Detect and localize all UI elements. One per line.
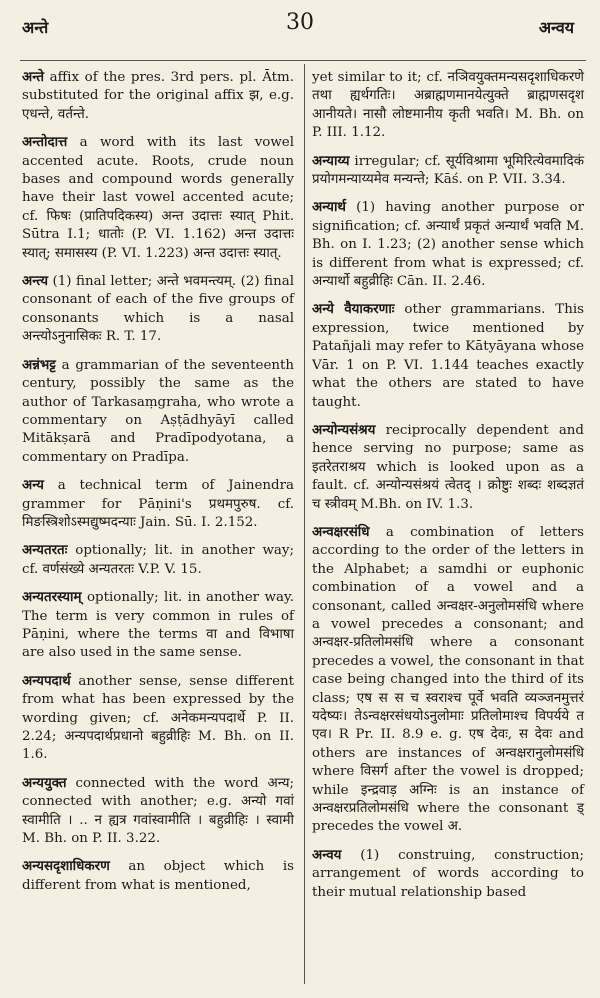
headword: अन्तोदात्त bbox=[22, 134, 68, 151]
headword: अन्वक्षरसंधि bbox=[312, 523, 370, 540]
entry bbox=[312, 300, 584, 411]
definition: (1) construing, construction; arrangement of words according to their mutual relationship based bbox=[312, 847, 584, 900]
headword: अन्वय bbox=[312, 846, 342, 863]
entry bbox=[22, 588, 294, 663]
header-left-guideword: अन्ते bbox=[22, 18, 49, 37]
entry bbox=[312, 198, 584, 291]
definition: a word with its last vowel accented acute. Roots, crude noun bases and compound words generally have their last vowel accented acute; cf. फिषः (प्रातिपदिकस्य) अन्त उदात्तः स्यात् Phit. Sūtra I.1; धातोः (P. VI. 1.162) अन्त उदात्तः स्यात्; समासस्य (P. VI. 1.223) अन्त उदात्तः स्यात्. bbox=[22, 135, 294, 261]
entry bbox=[22, 133, 294, 263]
entry bbox=[22, 774, 294, 849]
headword: अन्ये वैयाकरणाः bbox=[312, 301, 395, 318]
definition: irregular; cf. सूर्यविश्रामा भूमिरित्येवमादिकं प्रयोगमन्याय्यमेव मन्यन्ते; Kāś. on P. VII. 3.34. bbox=[312, 153, 584, 188]
headword: अन्त्य bbox=[22, 273, 49, 290]
headword: अन्ते bbox=[22, 69, 44, 85]
definition: another sense, sense different from what has been expressed by the wording given; cf. अनेकमन्यपदार्थे P. II. 2.24; अन्यपदार्थप्रधानो बहुव्रीहिः M. Bh. on II. 1.6. bbox=[22, 673, 294, 763]
headword: अन्यपदार्थ bbox=[22, 672, 71, 689]
definition: connected with the word अन्य; connected with another; e.g. अन्यो गवां स्वामीति । .. न ह्यत्र गवांस्वामीति । बहुव्रीहिः । स्वामी M. Bh. on P. II. 3.22. bbox=[22, 775, 294, 847]
headword: अन्नंभट्ट bbox=[22, 356, 56, 373]
column-divider bbox=[304, 64, 305, 984]
entry bbox=[22, 541, 294, 579]
definition: a combination of letters according to the order of the letters in the Alphabet; a samdhi or euphonic combination of a vowel and a consonant, called अन्वक्षर-अनुलोमसंधि where a vowel precedes a consonant; and अन्वक्षर-प्रतिलोमसंधि where a consonant precedes a vowel, the consonant in that case being changed into the third of its class; एष स स च स्वराश्च पूर्वे भवति व्यञ्जनमुत्तरं यदेष्यः। तेऽन्वक्षरसंधयोऽनुलोमाः प्रतिलोमाश्च विपर्यये त एव। R Pr. II. 8.9 e. g. एष देवः, स देवः and others are instances of अन्वक्षरानुलोमसंधि where विसर्ग after the vowel is dropped; while इन्द्रवाड़ अग्निः is an instance of अन्वक्षरप्रतिलोमसंधि where the consonant ड् precedes the vowel अ. bbox=[312, 524, 584, 835]
header-right-guideword: अन्वय bbox=[538, 18, 574, 37]
entry bbox=[312, 421, 584, 514]
definition: an object which is different from what is mentioned, bbox=[22, 859, 294, 893]
page-number: 30 bbox=[286, 10, 314, 35]
headword: अन्याय्य bbox=[312, 152, 350, 169]
page-header bbox=[0, 10, 600, 40]
definition: other grammarians. This expression, twice mentioned by Patañjali may refer to Kātyāyana whose Vār. 1 on P. VI. 1.144 teaches exactly what the others are stated to have taught. bbox=[312, 302, 584, 410]
definition: a technical term of Jainendra grammer for Pāṇini's प्रथमपुरुष. cf. मिङस्त्रिशोऽस्मद्युष्मदन्याः Jain. Sū. I. 2.152. bbox=[22, 478, 294, 530]
entry bbox=[22, 476, 294, 532]
entry bbox=[22, 356, 294, 467]
entry bbox=[22, 68, 294, 124]
headword: अन्ययुक्त bbox=[22, 774, 67, 791]
headword: अन्यसदृशाधिकरण bbox=[22, 858, 110, 875]
headword: अन्य bbox=[22, 477, 44, 494]
definition: optionally; lit. in another way. The term is very common in rules of Pāṇini, where the terms वा and विभाषा are also used in the same sense. bbox=[22, 590, 294, 661]
entry bbox=[22, 672, 294, 765]
headword: अन्यार्थ bbox=[312, 199, 346, 216]
entry bbox=[312, 523, 584, 837]
left-column bbox=[22, 68, 294, 904]
headword: अन्यतरस्याम् bbox=[22, 589, 82, 606]
right-column bbox=[312, 68, 584, 911]
header-rule bbox=[20, 60, 586, 61]
entry-continuation bbox=[312, 68, 584, 143]
definition: a grammarian of the seventeenth century, possibly the same as the author of Tarkasaṃgraha, who wrote a commentary on Aṣṭādhyāyī called Mitākṣarā and Pradīpodyotana, a commentary on Pradīpa. bbox=[22, 357, 294, 465]
definition: yet similar to it; cf. नञिवयुक्तमन्यसदृशाधिकरणे तथा ह्यर्थगतिः। अब्राह्मणमानयेत्युक्ते ब्राह्मणसदृश आनीयते। नासौ लोष्टमानीय कृती भवति। M. Bh. on P. III. 1.12. bbox=[312, 70, 584, 141]
entry bbox=[22, 857, 294, 895]
definition: affix of the pres. 3rd pers. pl. Ātm. substituted for the original affix झ, e.g. एधन्ते, वर्तन्ते. bbox=[22, 70, 294, 122]
definition: (1) final letter; अन्ते भवमन्त्यम्. (2) final consonant of each of the five groups of consonants which is a nasal अन्त्योऽनुनासिकः R. T. 17. bbox=[22, 274, 294, 345]
definition: optionally; lit. in another way; cf. वर्णसंख्ये अन्यतरतः V.P. V. 15. bbox=[22, 543, 294, 577]
entry bbox=[312, 846, 584, 902]
definition: (1) having another purpose or signification; cf. अन्यार्थं प्रकृतं अन्यार्थं भवति M. Bh. on I. 1.23; (2) another sense which is different from what is expressed; cf. अन्यार्थो बहुव्रीहिः Cān. II. 2.46. bbox=[312, 200, 584, 290]
headword: अन्योन्यसंश्रय bbox=[312, 421, 376, 438]
entry bbox=[312, 152, 584, 190]
entry bbox=[22, 272, 294, 347]
definition: reciprocally dependent and hence serving no purpose; same as इतरेतराश्रय which is looked upon as a fault. cf. अन्योन्यसंश्रयं त्वेतद् । क्रोष्टुः शब्दः शब्दज्ञतं च स्त्रीवम् M.Bh. on IV. 1.3. bbox=[312, 422, 584, 512]
headword: अन्यतरतः bbox=[22, 542, 68, 559]
